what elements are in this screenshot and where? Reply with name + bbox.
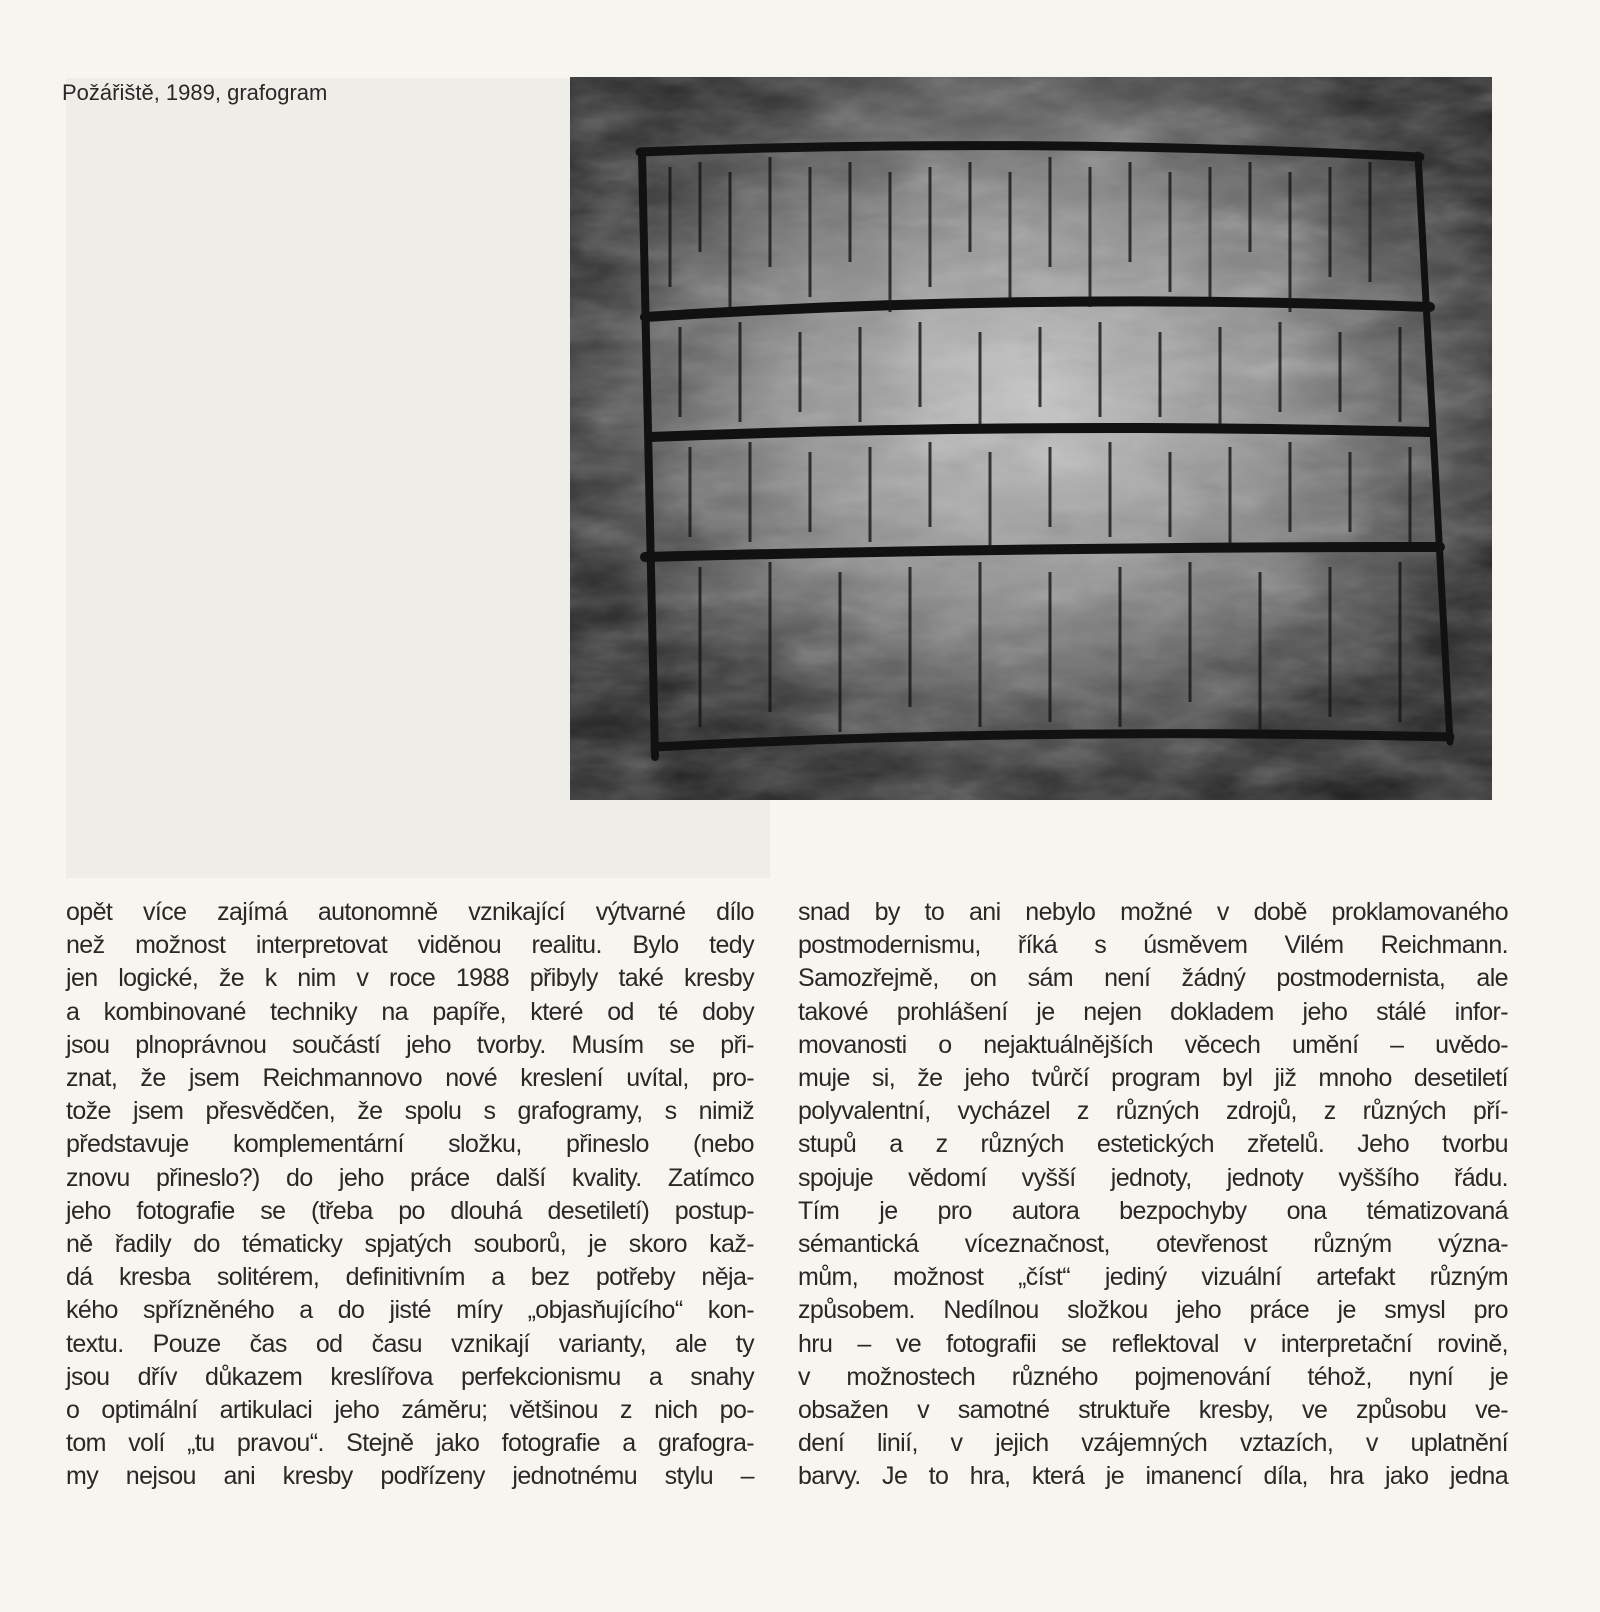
- text-line: snad by to ani nebylo možné v době proklamovaného: [798, 898, 1508, 926]
- text-line: v možnostech různého pojmenování téhož, nyní je: [798, 1362, 1508, 1391]
- text-line: dení linií, v jejich vzájemných vztazích, v uplatnění: [798, 1429, 1508, 1458]
- text-line: kého spřízněného a do jisté míry „objasňujícího“ kon-: [66, 1296, 754, 1325]
- text-line: my nejsou ani kresby podřízeny jednotnému stylu –: [66, 1462, 754, 1491]
- text-line: znovu přineslo?) do jeho práce další kvality. Zatímco: [66, 1163, 754, 1192]
- text-line: hru – ve fotografii se reflektoval v interpretační rovině,: [798, 1329, 1508, 1358]
- text-line: textu. Pouze čas od času vznikají varianty, ale ty: [66, 1329, 754, 1358]
- text-line: Tím je pro autora bezpochyby ona tématizovaná: [798, 1196, 1508, 1225]
- text-line: znat, že jsem Reichmannovo nové kreslení uvítal, pro-: [66, 1064, 754, 1093]
- text-line: tom volí „tu pravou“. Stejně jako fotografie a grafogra-: [66, 1429, 754, 1458]
- text-line: tože jsem přesvědčen, že spolu s grafogramy, s nimiž: [66, 1097, 754, 1126]
- text-column-left: [66, 896, 754, 1494]
- text-line: spojuje vědomí vyšší jednoty, jednoty vyššího řádu.: [798, 1163, 1508, 1192]
- text-line: jeho fotografie se (třeba po dlouhá desetiletí) postup-: [66, 1196, 754, 1225]
- text-line: Samozřejmě, on sám není žádný postmodernista, ale: [798, 964, 1508, 993]
- text-line: než možnost interpretovat viděnou realitu. Bylo tedy: [66, 931, 754, 960]
- text-line: a kombinované techniky na papíře, které od té doby: [66, 997, 754, 1026]
- text-line: takové prohlášení je nejen dokladem jeho stálé infor-: [798, 997, 1508, 1026]
- text-line: muje si, že jeho tvůrčí program byl již mnoho desetiletí: [798, 1064, 1508, 1093]
- artwork-caption: Požářiště, 1989, grafogram: [62, 80, 328, 105]
- text-line: sémantická víceznačnost, otevřenost různým význa-: [798, 1230, 1508, 1259]
- text-line: jen logické, že k nim v roce 1988 přibyly také kresby: [66, 964, 754, 993]
- text-line: stupů a z různých estetických zřetelů. Jeho tvorbu: [798, 1130, 1508, 1159]
- grafogram-picture: [570, 77, 1492, 800]
- text-line: polyvalentní, vycházel z různých zdrojů, z různých pří-: [798, 1097, 1508, 1126]
- text-line: jsou dřív důkazem kreslířova perfekcionismu a snahy: [66, 1362, 754, 1391]
- text-column-right: [798, 896, 1508, 1494]
- text-line: způsobem. Nedílnou složkou jeho práce je smysl pro: [798, 1296, 1508, 1325]
- text-line: představuje komplementární složku, přineslo (nebo: [66, 1130, 754, 1159]
- text-line: opět více zajímá autonomně vznikající výtvarné dílo: [66, 898, 754, 926]
- text-line: mům, možnost „číst“ jediný vizuální artefakt různým: [798, 1263, 1508, 1292]
- text-line: o optimální artikulaci jeho záměru; většinou z nich po-: [66, 1396, 754, 1425]
- text-line: ně řadily do tématicky spjatých souborů, je skoro kaž-: [66, 1230, 754, 1259]
- artwork-image: [570, 77, 1492, 800]
- text-line: movanosti o nejaktuálnějších věcech umění – uvědo-: [798, 1030, 1508, 1059]
- text-line: dá kresba solitérem, definitivním a bez potřeby něja-: [66, 1263, 754, 1292]
- text-line: jsou plnoprávnou součástí jeho tvorby. Musím se při-: [66, 1030, 754, 1059]
- text-line: postmodernismu, říká s úsměvem Vilém Reichmann.: [798, 931, 1508, 960]
- text-line: obsažen v samotné struktuře kresby, ve způsobu ve-: [798, 1396, 1508, 1425]
- text-line: barvy. Je to hra, která je imanencí díla, hra jako jedna: [798, 1462, 1508, 1491]
